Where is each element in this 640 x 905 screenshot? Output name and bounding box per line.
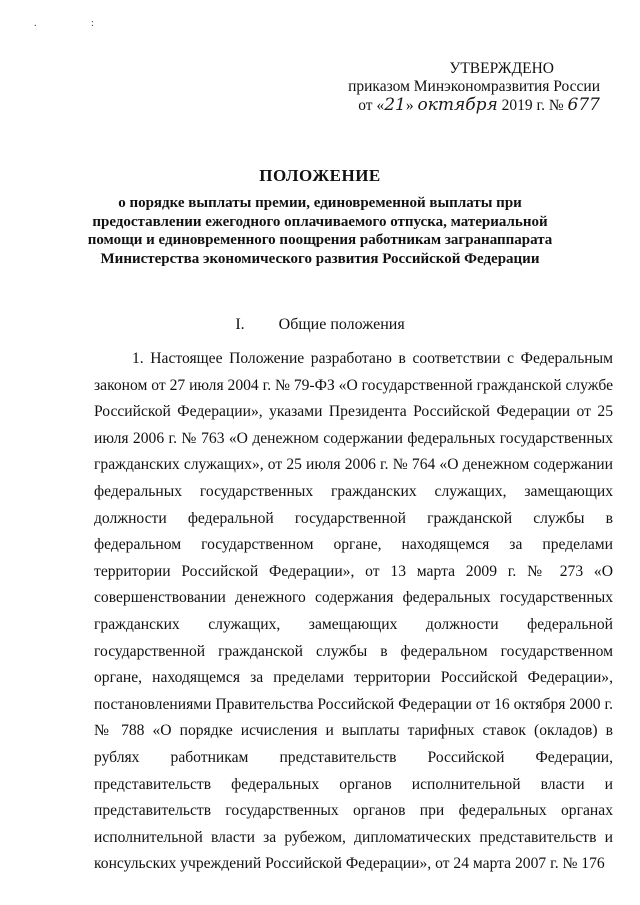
approval-order-line: приказом Минэкономразвития России bbox=[348, 78, 600, 95]
date-mid: » bbox=[405, 97, 418, 114]
handwritten-month: октября bbox=[417, 95, 498, 115]
section-title: Общие положения bbox=[278, 316, 405, 333]
document-title: ПОЛОЖЕНИЕ bbox=[259, 166, 381, 185]
section-number: I. bbox=[235, 316, 245, 333]
paragraph-1: 1. Настоящее Положение разработано в соответствии с Федеральным законом от 27 июля 2004 г. № 79-ФЗ «О государственной гражданской службе Российской Федерации», указами Президента Российской Федерации от 25 июля 2006 г. № 763 «О денежном содержании федеральных государственных гражданских служащих», от 25 июля 2006 г. № 764 «О денежном содержании федеральных государственных гражданских служащих, замещающих должности федеральной государственной гражданской службы в федеральном государственном органе, находящемся за пределами территории Российской Федерации», от 13 марта 2009 г. № 273 «О совершенствовании денежного содержания федеральных государственных гражданских служащих, замещающих должности федеральной государственной гражданской службы в федеральном государственном органе, находящемся за пределами территории Российской Федерации», постановлениями Правительства Российской Федерации от 16 октября 2000 г. № 788 «О порядке исчисления и выплаты тарифных ставок (окладов) в рублях работникам представительств Российской Федерации, представительств федеральных органов исполнительной власти и представительств государственных органов при федеральных органах исполнительной власти за рубежом, дипломатических представительств и консульских учреждений Российской Федерации», от 24 марта 2007 г. № 176 bbox=[94, 350, 613, 873]
handwritten-day: 21 bbox=[384, 95, 406, 115]
document-subtitle: о порядке выплаты премии, единовременной выплаты при предоставлении ежегодного оплачиваемого отпуска, материальной помощи и единовременного поощрения работникам загранаппарата Министерства экономического развития Российской Федерации bbox=[87, 195, 553, 267]
date-suffix: 2019 г. № bbox=[497, 97, 568, 114]
margin-marks: . : bbox=[34, 18, 120, 29]
section-heading bbox=[0, 316, 640, 334]
approval-block bbox=[348, 60, 600, 115]
handwritten-order-number: 677 bbox=[567, 95, 600, 115]
date-prefix: от « bbox=[358, 97, 385, 114]
approval-date-line bbox=[348, 96, 600, 115]
approval-title: УТВЕРЖДЕНО bbox=[449, 60, 554, 77]
